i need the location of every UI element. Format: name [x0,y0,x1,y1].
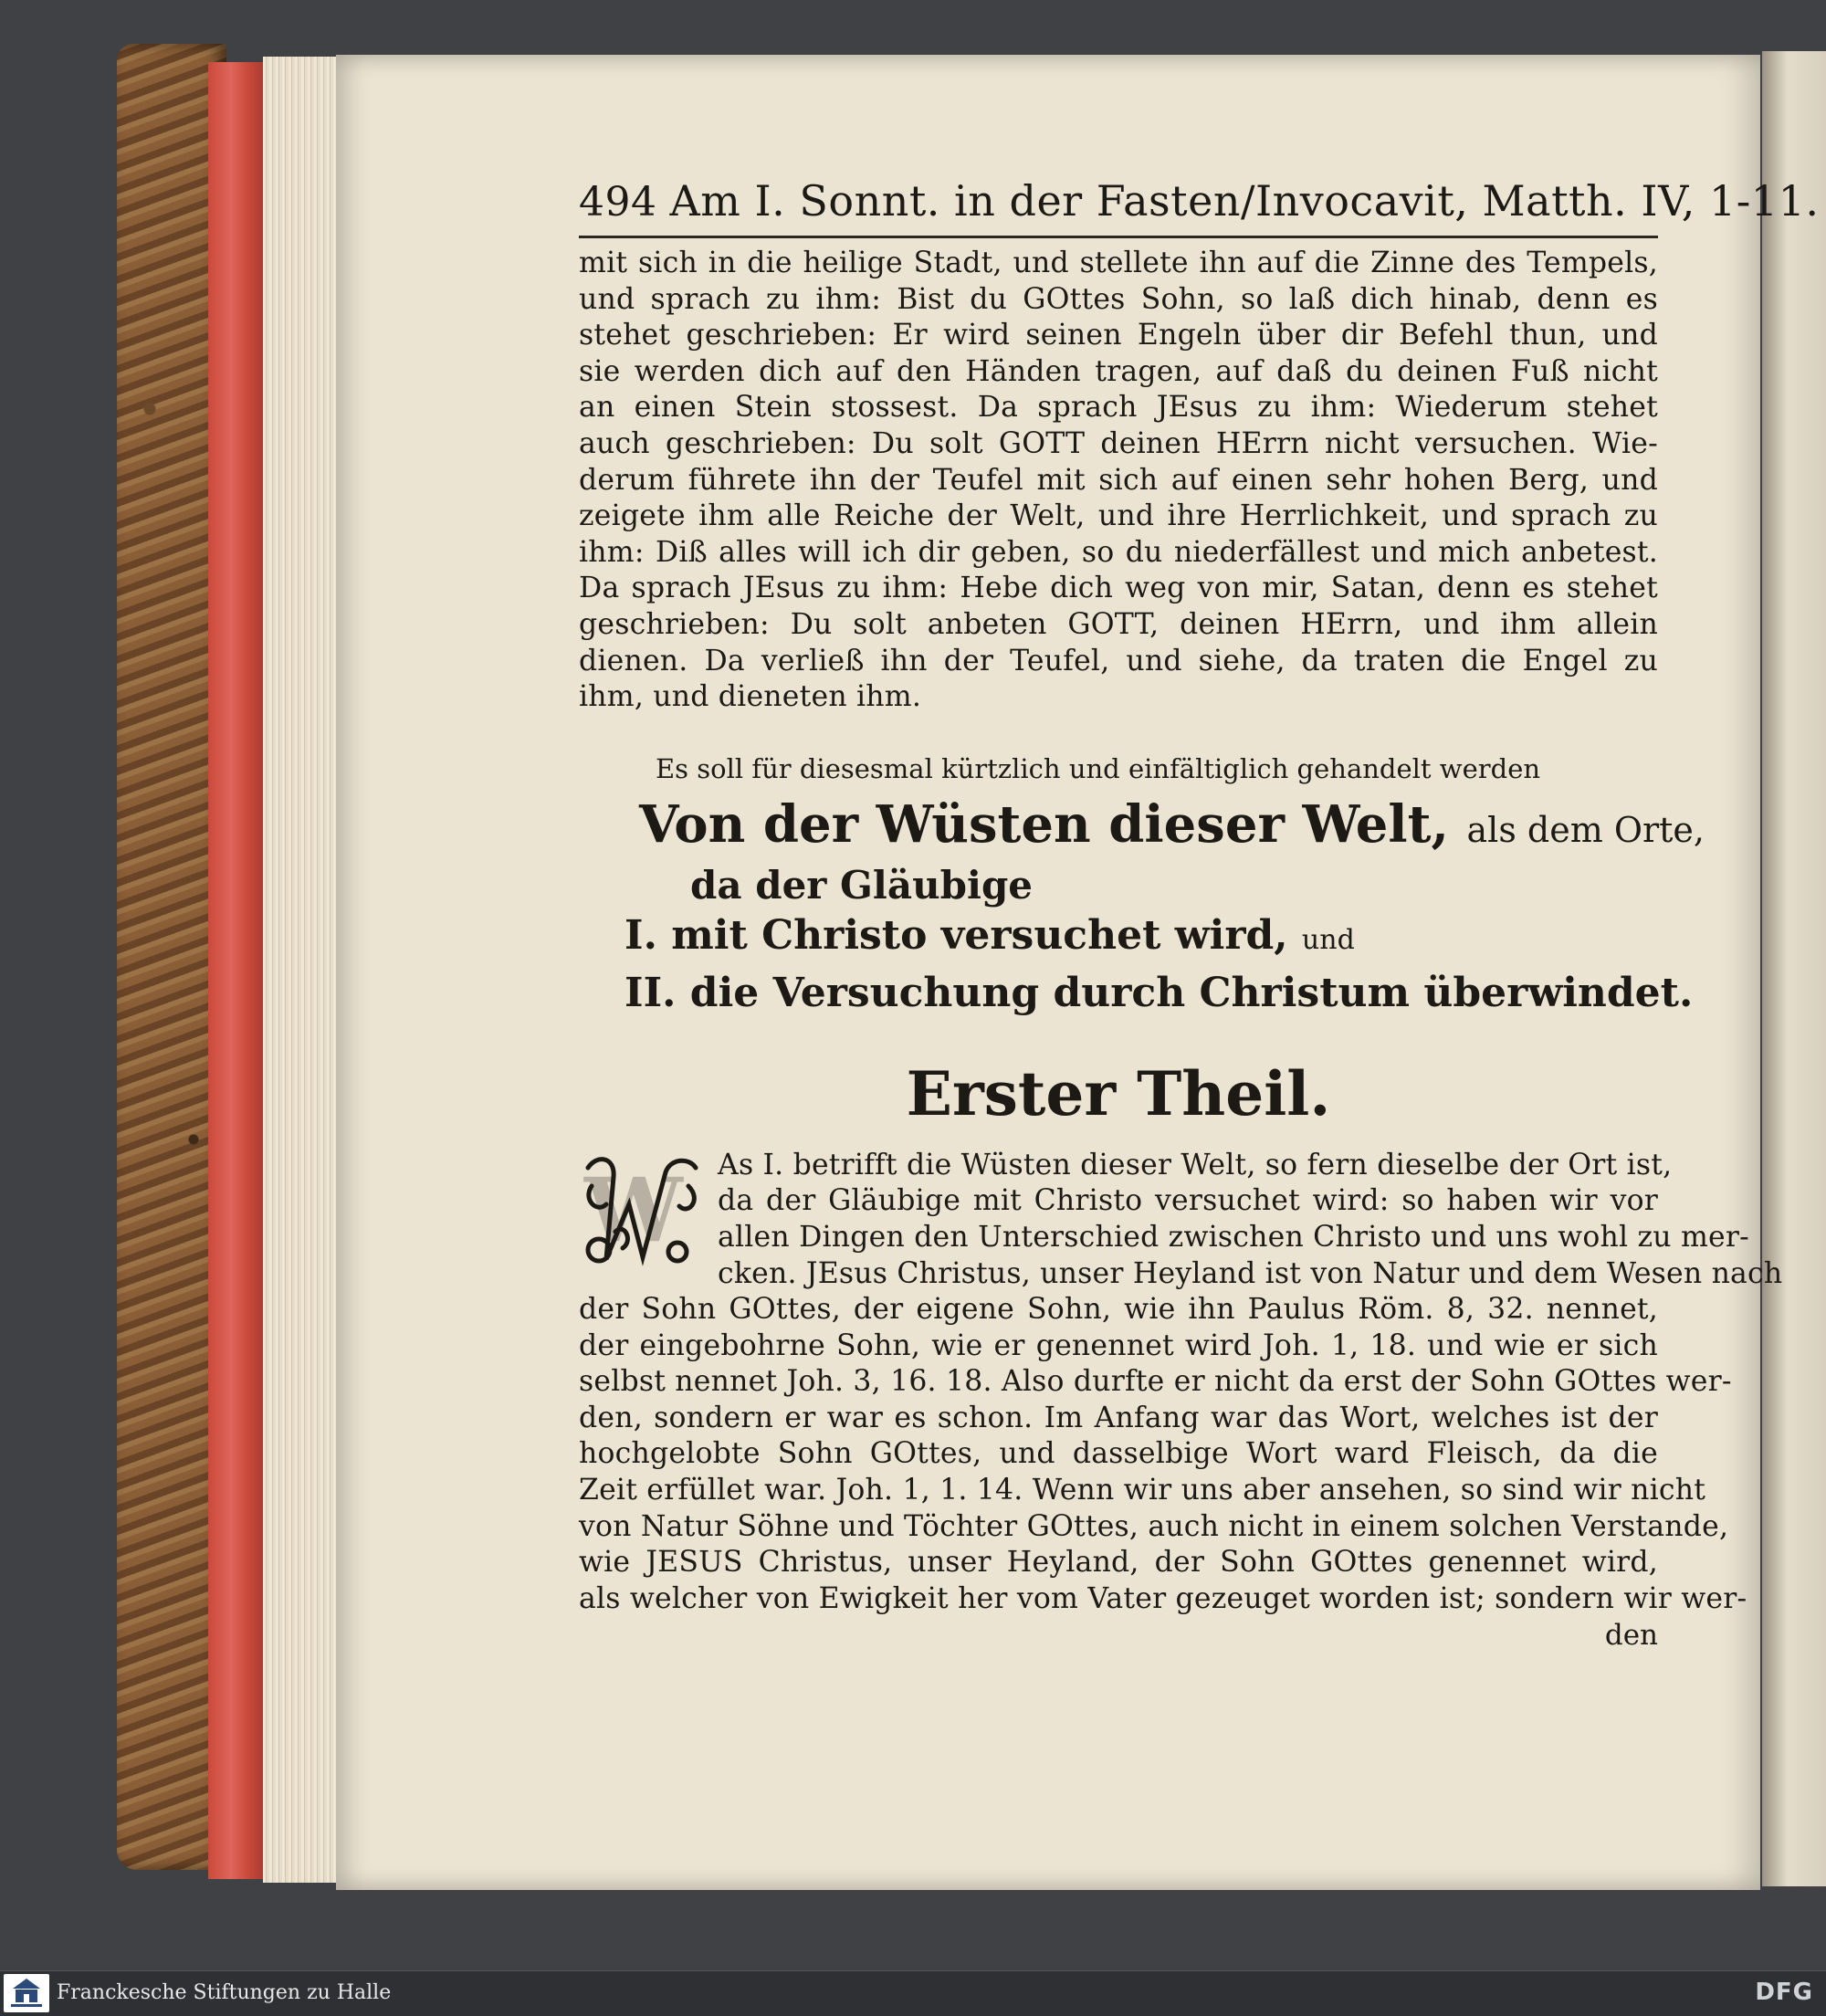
text-line: von Natur Söhne und Töchter GOttes, auch nicht in einem solchen Verstande, [579,1509,1729,1543]
text-line: derum führete ihn der Teufel mit sich auf einen sehr hohen Berg, und [579,463,1658,497]
running-head [579,173,1820,230]
text-line: da der Gläubige mit Christo versuchet wird: so haben wir vor [718,1184,1658,1218]
text-line: der Sohn GOttes, der eigene Sohn, wie ihn Paulus Röm. 8, 32. nennet, [579,1293,1658,1327]
theme-title [639,793,1705,862]
text-line: selbst nennet Joh. 3, 16. 18. Also durfte er nicht da erst der Sohn GOttes wer- [579,1365,1732,1399]
dfg-logo[interactable]: DFG [1755,1979,1813,2006]
text-line: Da sprach JEsus zu ihm: Hebe dich weg von mir, Satan, denn es stehet [579,572,1658,605]
text-line: den, sondern er war es schon. Im Anfang war das Wort, welches ist der [579,1401,1658,1434]
theme-title-main: Von der Wüsten dieser Welt, [639,793,1450,855]
theme-title-line2: da der Gläubige [690,862,1034,908]
text-line: ihm, und dieneten ihm. [579,680,922,714]
viewer-footer [0,1970,1826,2016]
text-line: wie JESUS Christus, unser Heyland, der Sohn GOttes genennet wird, [579,1546,1658,1580]
text-line: As I. betrifft die Wüsten dieser Welt, so fern dieselbe der Ort ist, [718,1148,1673,1181]
page-number: 494 [579,179,657,226]
institution-logo[interactable] [4,1974,49,2012]
text-line: mit sich in die heilige Stadt, und stellete ihn auf die Zinne des Tempels, [579,247,1658,279]
theme-point-1 [624,909,1658,967]
page-stack-edge [263,57,338,1883]
body-text [579,1148,1783,1618]
text-line: dienen. Da verließ ihn der Teufel, und siehe, da traten die Engel zu [579,644,1658,677]
page-content [579,173,1820,1654]
theme-point-1-tail: und [1301,923,1355,956]
facing-page-edge [1762,51,1826,1886]
text-line: als welcher von Ewigkeit her vom Vater gezeuget worden ist; sondern wir wer- [579,1581,1747,1615]
dropcap-ornament [579,1150,707,1274]
text-line: zeigete ihm alle Reiche der Welt, und ihre Herrlichkeit, und sprach zu [579,499,1658,533]
catchword: den [1604,1619,1658,1653]
text-line: und sprach zu ihm: Bist du GOttes Sohn, so laß dich hinab, denn es [579,282,1658,316]
section-heading: Erster Theil. [906,1057,1331,1129]
running-title: Am I. Sonnt. in der Fasten/Invocavit, Matth. IV, 1-11. [669,176,1820,226]
building-icon [4,1974,49,2012]
institution-name[interactable]: Franckesche Stiftungen zu Halle [57,1981,392,2004]
text-line: ihm: Diß alles will ich dir geben, so du niederfällest und mich anbetest. [579,535,1658,569]
text-line: allen Dingen den Unterschied zwischen Christo und uns wohl zu mer- [718,1220,1749,1254]
text-line: cken. JEsus Christus, unser Heyland ist von Natur und dem Wesen nach [718,1256,1783,1290]
text-line: hochgelobte Sohn GOttes, und dasselbige Wort ward Fleisch, da die [579,1437,1658,1471]
text-line: geschrieben: Du solt anbeten GOTT, deinen HErrn, und ihm allein [579,607,1658,641]
text-line: der eingebohrne Sohn, wie er genennet wird Joh. 1, 18. und wie er sich [579,1328,1658,1362]
text-line: an einen Stein stossest. Da sprach JEsus zu ihm: Wiederum stehet [579,391,1658,425]
theme-point-2: II. die Versuchung durch Christum überwindet. [624,969,1694,1016]
theme-point-1-text: I. mit Christo versuchet wird, [624,911,1288,959]
text-line: sie werden dich auf den Händen tragen, auf daß du deinen Fuß nicht [579,354,1658,388]
theme-title-rest: als dem Orte, [1466,809,1705,850]
text-line: Zeit erfüllet war. Joh. 1, 1. 14. Wenn wir uns aber ansehen, so sind wir nicht [579,1474,1706,1507]
text-line: auch geschrieben: Du solt GOTT deinen HErrn nicht versuchen. Wie- [579,426,1658,460]
gospel-text [579,246,1658,716]
header-rule [579,236,1658,238]
text-line: stehet geschrieben: Er wird seinen Engeln über dir Befehl thun, und [579,319,1658,352]
red-page-edge [208,62,265,1879]
theme-intro: Es soll für diesesmal kürtzlich und einfältiglich gehandelt werden [656,752,1541,784]
dropcap-letter: W [583,1158,684,1262]
